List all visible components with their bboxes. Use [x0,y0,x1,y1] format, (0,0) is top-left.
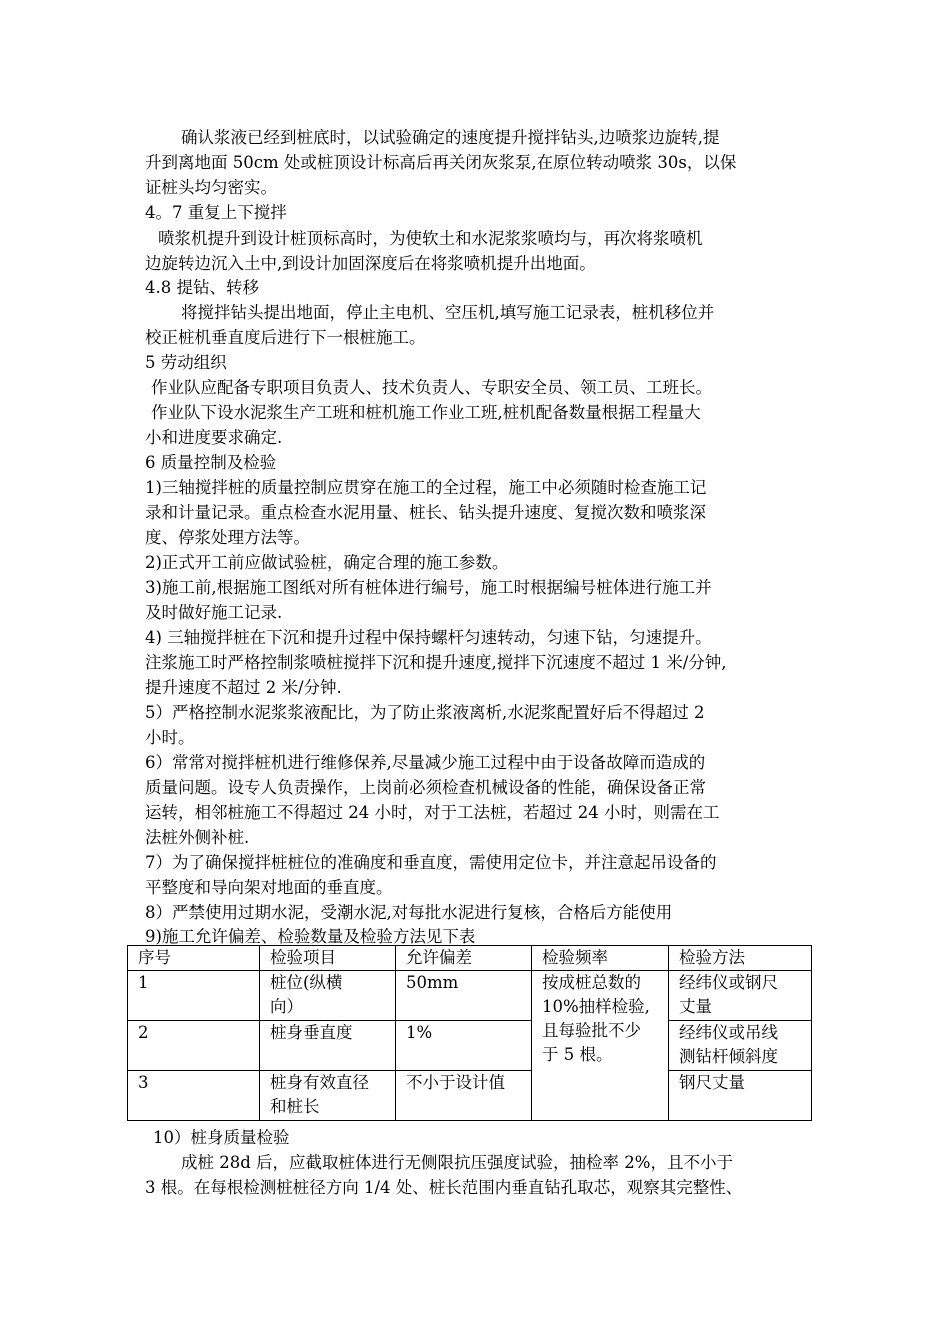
paragraph-line: 3)施工前,根据施工图纸对所有桩体进行编号，施工时根据编号桩体进行施工并 [145,578,712,597]
paragraph-line: 8）严禁使用过期水泥，受潮水泥,对每批水泥进行复核，合格后方能使用 [145,903,673,922]
paragraph-line: 2)正式开工前应做试验桩，确定合理的施工参数。 [145,553,509,572]
paragraph-line: 将搅拌钻头提出地面，停止主电机、空压机,填写施工记录表，桩机移位并 [181,303,715,322]
section-heading: 5 劳动组织 [145,353,227,372]
paragraph-line: 1)三轴搅拌桩的质量控制应贯穿在施工的全过程，施工中必须随时检查施工记 [145,478,707,497]
cell-line: 桩身有效直径 [270,1073,369,1092]
header-frequency: 检验频率 [532,946,669,971]
paragraph-line: 3 根。在每根检测桩桩径方向 1/4 处、桩长范围内垂直钻孔取芯，观察其完整性、 [145,1178,743,1197]
cell-tolerance: 50mm [396,971,532,1021]
cell-line: 钢尺丈量 [679,1073,745,1092]
cell-tolerance: 不小于设计值 [396,1071,532,1121]
section-heading: 4.8 提钻、转移 [145,278,259,297]
table-header-row [128,946,812,971]
paragraph-line: 4) 三轴搅拌桩在下沉和提升过程中保持螺杆匀速转动，匀速下钻，匀速提升。 [145,628,712,647]
paragraph-line: 及时做好施工记录. [145,603,283,622]
header-method: 检验方法 [669,946,812,971]
section-heading: 6 质量控制及检验 [145,453,277,472]
cell-item [260,1021,396,1071]
paragraph-line: 质量问题。设专人负责操作，上岗前必须检查机械设备的性能，确保设备正常 [145,778,706,797]
paragraph-line: 6）常常对搅拌桩机进行维修保养,尽量减少施工过程中由于设备故障而造成的 [145,753,706,772]
paragraph-line: 证桩头均匀密实。 [145,178,277,197]
paragraph-line: 确认浆液已经到桩底时，以试验确定的速度提升搅拌钻头,边喷浆边旋转,提 [181,128,720,147]
paragraph-line: 注浆施工时严格控制浆喷桩搅拌下沉和提升速度,搅拌下沉速度不超过 1 米/分钟, [145,653,727,672]
paragraph-line: 作业队下设水泥浆生产工班和桩机施工作业工班,桩机配备数量根据工程量大 [151,403,701,422]
cell-method [669,971,812,1021]
cell-line: 向） [270,997,303,1016]
paragraph-line: 边旋转边沉入土中,到设计加固深度后在将浆喷机提升出地面。 [145,254,596,273]
cell-frequency [532,971,669,1121]
table-row [128,1021,812,1071]
table-row [128,971,812,1021]
cell-item [260,1071,396,1121]
header-no: 序号 [128,946,260,971]
paragraph-line: 升到离地面 50cm 处或桩顶设计标高后再关闭灰浆泵,在原位转动喷浆 30s，以保 [145,153,737,172]
cell-tolerance: 1% [396,1021,532,1071]
cell-no: 1 [128,971,260,1021]
cell-no: 2 [128,1021,260,1071]
paragraph-line: 录和计量记录。重点检查水泥用量、桩长、钻头提升速度、复搅次数和喷浆深 [145,503,706,522]
cell-line: 经纬仪或吊线 [679,1023,778,1042]
cell-method [669,1071,812,1121]
paragraph-line: 度、停浆处理方法等。 [145,528,310,547]
table-row [128,1071,812,1121]
cell-line: 且每验批不少 [542,1021,641,1040]
section-heading: 10）桩身质量检验 [153,1128,290,1147]
inspection-table [127,945,812,1121]
paragraph-line: 5）严格控制水泥浆浆液配比，为了防止浆液离析,水泥浆配置好后不得超过 2 [145,703,705,722]
paragraph-line: 平整度和导向架对地面的垂直度。 [145,878,393,897]
cell-line: 桩身垂直度 [270,1023,353,1042]
paragraph-line: 提升速度不超过 2 米/分钟. [145,678,342,697]
cell-item [260,971,396,1021]
paragraph-line: 校正桩机垂直度后进行下一根桩施工。 [145,328,426,347]
paragraph-line: 9)施工允许偏差、检验数量及检验方法见下表 [145,927,476,946]
paragraph-line: 小时。 [145,728,195,747]
cell-line: 测钻杆倾斜度 [679,1047,778,1066]
paragraph-line: 成桩 28d 后，应截取桩体进行无侧限抗压强度试验，抽检率 2%，且不小于 [181,1153,733,1172]
cell-line: 于 5 根。 [542,1045,613,1064]
header-item: 检验项目 [260,946,396,971]
cell-no: 3 [128,1071,260,1121]
section-heading: 4。7 重复上下搅拌 [145,203,287,222]
paragraph-line: 法桩外侧补桩. [145,828,250,847]
paragraph-line: 喷浆机提升到设计桩顶标高时，为使软土和水泥浆浆喷均与，再次将浆喷机 [158,229,703,248]
header-tolerance: 允许偏差 [396,946,532,971]
cell-line: 按成桩总数的 [542,973,641,992]
paragraph-line: 作业队应配备专职项目负责人、技术负责人、专职安全员、领工员、工班长。 [151,378,712,397]
cell-line: 和桩长 [270,1097,320,1116]
paragraph-line: 运转，相邻桩施工不得超过 24 小时，对于工法桩，若超过 24 小时，则需在工 [145,803,720,822]
cell-line: 10%抽样检验, [542,997,650,1016]
cell-line: 经纬仪或钢尺 [679,973,778,992]
paragraph-line: 7）为了确保搅拌桩桩位的准确度和垂直度，需使用定位卡，并注意起吊设备的 [145,853,717,872]
paragraph-line: 小和进度要求确定. [145,428,283,447]
cell-line: 桩位(纵横 [270,973,343,992]
cell-line: 丈量 [679,997,712,1016]
cell-method [669,1021,812,1071]
